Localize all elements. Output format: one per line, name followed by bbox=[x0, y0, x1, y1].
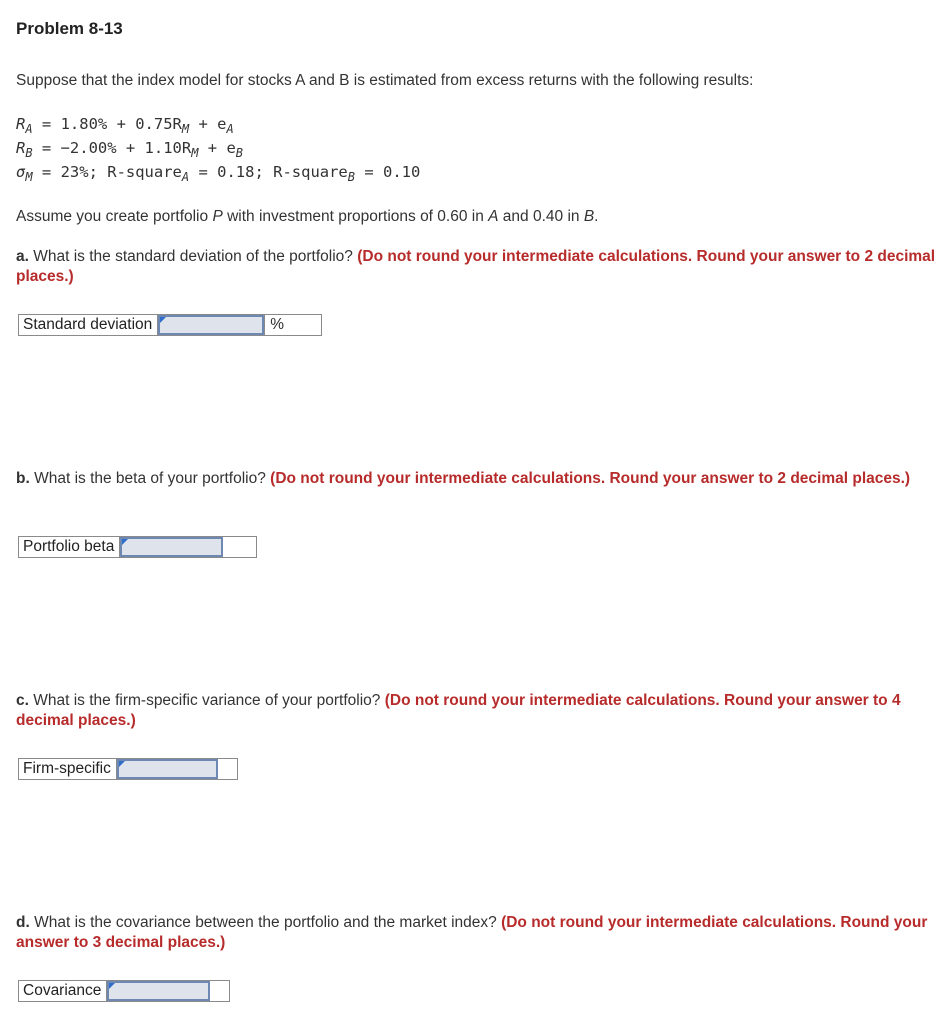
percent-unit: % bbox=[264, 315, 289, 335]
answer-row-a bbox=[18, 314, 322, 336]
covariance-input[interactable] bbox=[107, 981, 210, 1001]
firm-specific-input[interactable] bbox=[117, 759, 218, 779]
firm-specific-label: Firm-specific bbox=[19, 759, 117, 779]
answer-row-d bbox=[18, 980, 230, 1002]
standard-deviation-label: Standard deviation bbox=[19, 315, 158, 335]
equation-rb: $R_B = -2.00\% + 1.10R_M + e_B$ bbox=[16, 139, 244, 160]
assume-text: Assume you create portfolio P with investment proportions of 0.60 in A and 0.40 in B. bbox=[16, 208, 599, 225]
question-b: b. What is the beta of your portfolio? (Do not round your intermediate calculations. Round your answer to 2 decimal places.) bbox=[16, 470, 911, 487]
question-a: a. What is the standard deviation of the portfolio? (Do not round your intermediate calculations. Round your answer to 2 decimal places.) bbox=[16, 248, 936, 285]
answer-row-b bbox=[18, 536, 257, 558]
equation-ra: $R_A = 1.80\% + 0.75R_M + e_A$ bbox=[16, 115, 234, 136]
portfolio-beta-input[interactable] bbox=[120, 537, 223, 557]
answer-row-c bbox=[18, 758, 238, 780]
question-c: c. What is the firm-specific variance of your portfolio? (Do not round your intermediate calculations. Round your answer to 4 decimal places.) bbox=[16, 692, 901, 729]
covariance-label: Covariance bbox=[19, 981, 107, 1001]
equation-sigma: $\sigma_M = 23\%$; R-square$_A$ = 0.18; R-square$_B$ = 0.10 bbox=[16, 163, 421, 184]
problem-title: Problem 8-13 bbox=[16, 19, 123, 38]
question-d: d. What is the covariance between the portfolio and the market index? (Do not round your intermediate calculations. Round your answer to 3 decimal places.) bbox=[16, 914, 928, 951]
portfolio-beta-label: Portfolio beta bbox=[19, 537, 120, 557]
standard-deviation-input[interactable] bbox=[158, 315, 264, 335]
intro-text: Suppose that the index model for stocks A and B is estimated from excess returns with the following results: bbox=[16, 72, 754, 89]
